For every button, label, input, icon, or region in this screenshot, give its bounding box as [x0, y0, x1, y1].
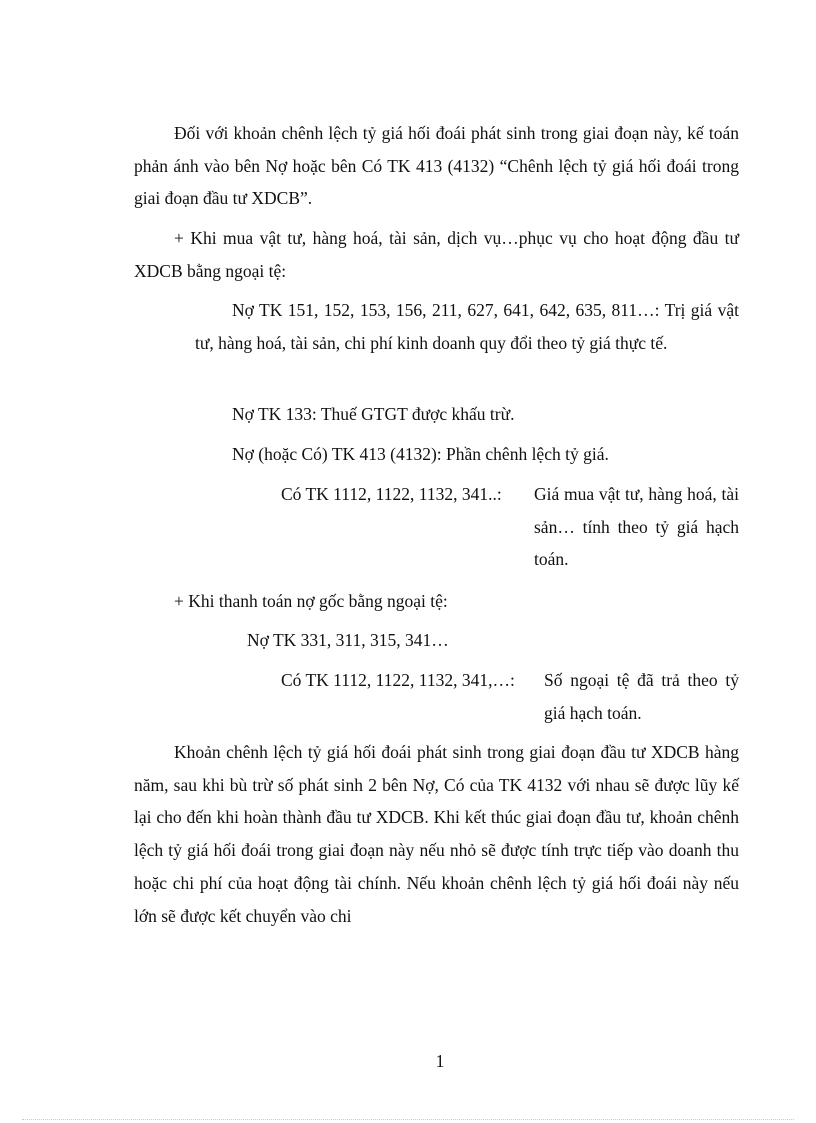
entry-debit-payables: Nợ TK 331, 311, 315, 341… — [247, 630, 449, 650]
paragraph-exchange-difference-intro: Đối với khoản chênh lệch tỷ giá hối đoái phát sinh trong giai đoạn này, kế toán phản ánh vào bên Nợ hoặc bên Có TK 413 (4132) “Chênh lệch tỷ giá hối đoái trong giai đoạn đầu tư XDCB”. — [134, 123, 739, 209]
entry-debit-vat: Nợ TK 133: Thuế GTGT được khấu trừ. — [232, 404, 515, 424]
entry-debit-inventory-accounts: Nợ TK 151, 152, 153, 156, 211, 627, 641, 642, 635, 811…: Trị giá vật tư, hàng hoá, tài sản, chi phí kinh doanh quy đổi theo tỷ giá thực tế. — [195, 300, 739, 353]
paragraph-purchase-case: + Khi mua vật tư, hàng hoá, tài sản, dịch vụ…phục vụ cho hoạt động đầu tư XDCB bằng ngoại tệ: — [134, 228, 739, 281]
page-number: 1 — [435, 1051, 445, 1071]
page-bottom-divider — [22, 1119, 794, 1120]
entry-credit-payment-text: Số ngoại tệ đã trả theo tỷ giá hạch toán. — [544, 670, 739, 723]
entry-debit-credit-413: Nợ (hoặc Có) TK 413 (4132): Phần chênh lệch tỷ giá. — [232, 444, 609, 464]
entry-credit-cash-label: Có TK 1112, 1122, 1132, 341..: — [281, 484, 502, 504]
entry-credit-payment-label: Có TK 1112, 1122, 1132, 341,…: — [281, 670, 515, 690]
paragraph-payment-case: + Khi thanh toán nợ gốc bằng ngoại tệ: — [174, 591, 448, 611]
entry-credit-cash-text: Giá mua vật tư, hàng hoá, tài sản… tính theo tỷ giá hạch toán. — [534, 484, 739, 570]
paragraph-annual-offset: Khoản chênh lệch tỷ giá hối đoái phát sinh trong giai đoạn đầu tư XDCB hàng năm, sau khi bù trừ số phát sinh 2 bên Nợ, Có của TK 4132 với nhau sẽ được lũy kế lại cho đến khi hoàn thành đầu tư XDCB. Khi kết thúc giai đoạn đầu tư, khoản chênh lệch tỷ giá hối đoái trong giai đoạn này nếu nhỏ sẽ được tính trực tiếp vào doanh thu hoặc chi phí của hoạt động tài chính. Nếu khoản chênh lệch tỷ giá hối đoái này nếu lớn sẽ được kết chuyển vào chi — [134, 742, 739, 926]
